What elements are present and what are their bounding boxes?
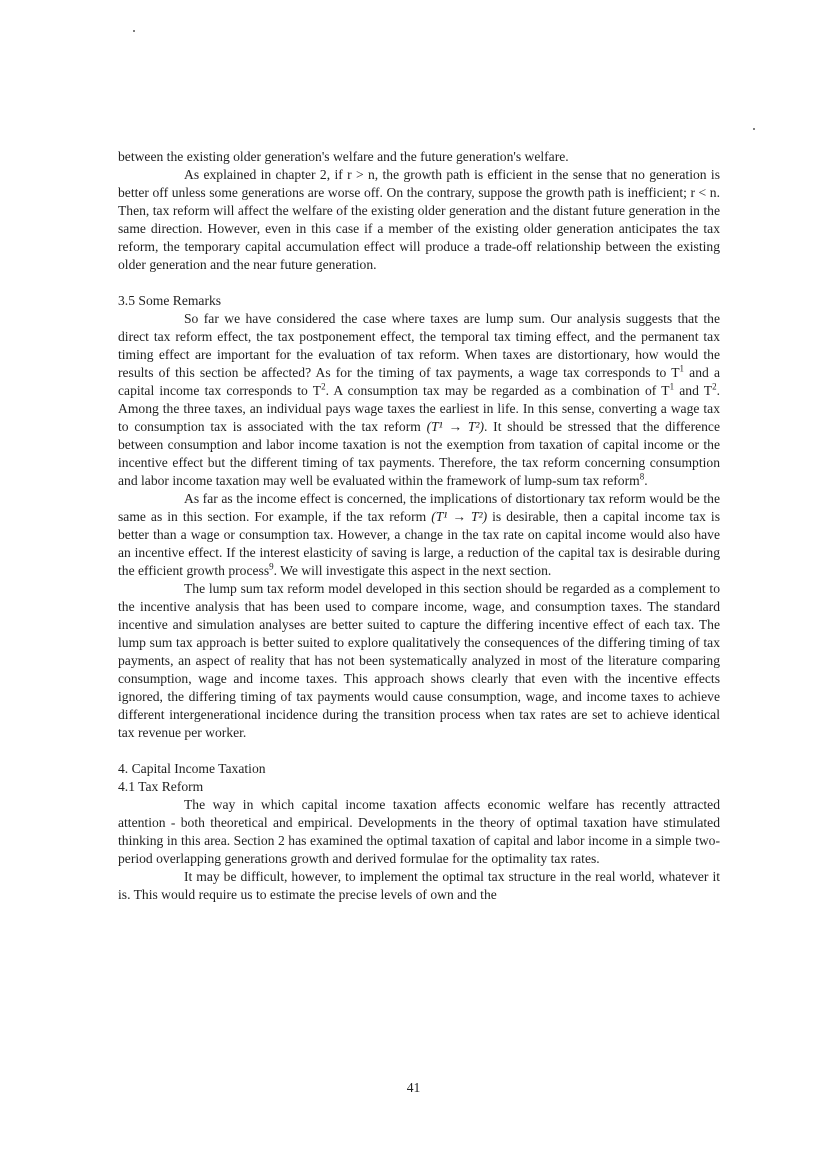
body-text <box>118 148 720 904</box>
continuation-line: between the existing older generation's welfare and the future generation's welfare. <box>118 149 569 164</box>
paragraph-some-remarks-3: The lump sum tax reform model developed in this section should be regarded as a complement to the incentive analysis that has been used to compare income, wage, and consumption taxes. The standard incentive and simulation analyses are better suited to capture the differing incentive effect of each tax. The lump sum tax approach is better suited to explore qualitatively the consequences of the differing timing of tax payments, an aspect of reality that has not been systematically analyzed in most of the literature comparing consumption, wage and income taxes. This approach shows clearly that even with the incentive effects ignored, the differing timing of tax payments would cause consumption, wage, and income taxes to achieve different intergenerational incidence during the transition process when tax rates are set to achieve identical tax revenue per worker. <box>118 581 720 740</box>
subsection-heading-4-1: 4.1 Tax Reform <box>118 779 204 794</box>
section-heading-4: 4. Capital Income Taxation <box>118 761 266 776</box>
footnote-marker: 8 <box>639 471 645 482</box>
paragraph-efficiency: As explained in chapter 2, if r > n, the growth path is efficient in the sense that no generation is better off unless some generations are worse off. On the contrary, suppose the growth path is inefficient; r < n. Then, tax reform will affect the welfare of the existing older generation and the distant future generation in the same direction. However, even in this case if a member of the existing older generation anticipates the tax reform, the temporary capital accumulation effect will produce a trade-off relationship between the existing older generation and the near future generation. <box>118 167 720 272</box>
page-number: 41 <box>406 1080 421 1095</box>
paragraph-tax-reform-1: The way in which capital income taxation affects economic welfare has recently attracted attention - both theoretical and empirical. Developments in the theory of optimal taxation have stimulated thinking in this area. Section 2 has examined the optimal taxation of capital and labor income in a simple two-period overlapping generations growth and derived formulae for the optimality tax rates. <box>118 797 720 866</box>
paragraph-tax-reform-2: It may be difficult, however, to implement the optimal tax structure in the real world, whatever it is. This would require us to estimate the precise levels of own and the <box>118 869 720 902</box>
section-heading-3-5: 3.5 Some Remarks <box>118 293 222 308</box>
footnote-marker: 9 <box>269 561 274 572</box>
paragraph-some-remarks-2: As far as the income effect is concerned, the implications of distortionary tax reform would be the same as in this section. For example, if the tax reform (T¹ → T²) is desirable, then a capital income tax is better than a wage or consumption tax. However, a change in the tax rate on capital income would also have an incentive effect. If the interest elasticity of saving is large, a reduction of the capital tax is desirable during the efficient growth process$^9$. We will investigate this aspect in the next section. <box>118 491 720 578</box>
math-tax-reform: (T¹ → T²) <box>426 419 485 434</box>
scan-speck <box>133 30 135 32</box>
math-tax-reform: (T¹ → T²) <box>431 509 488 524</box>
paragraph-some-remarks-1: So far we have considered the case where taxes are lump sum. Our analysis suggests that the direct tax reform effect, the tax postponement effect, the temporal tax timing effect, and the permanent tax timing effect are important for the evaluation of tax reform. When taxes are distortionary, how would the results of this section be affected? As for the timing of tax payments, a wage tax corresponds to $T^1$ and a capital income tax corresponds to $T^2$. A consumption tax may be regarded as a combination of $T^1$ and $T^2$. Among the three taxes, an individual pays wage taxes the earliest in life. In this sense, converting a wage tax to consumption tax is associated with the tax reform (T¹ → T²). It should be stressed that the difference between consumption and labor income taxation is not the exemption from taxation of capital income or the incentive effect but the different timing of tax payments. Therefore, the tax reform concerning consumption and labor income taxation may well be evaluated within the framework of lump-sum tax reform$^8$. <box>118 311 721 488</box>
scan-speck <box>753 128 755 130</box>
